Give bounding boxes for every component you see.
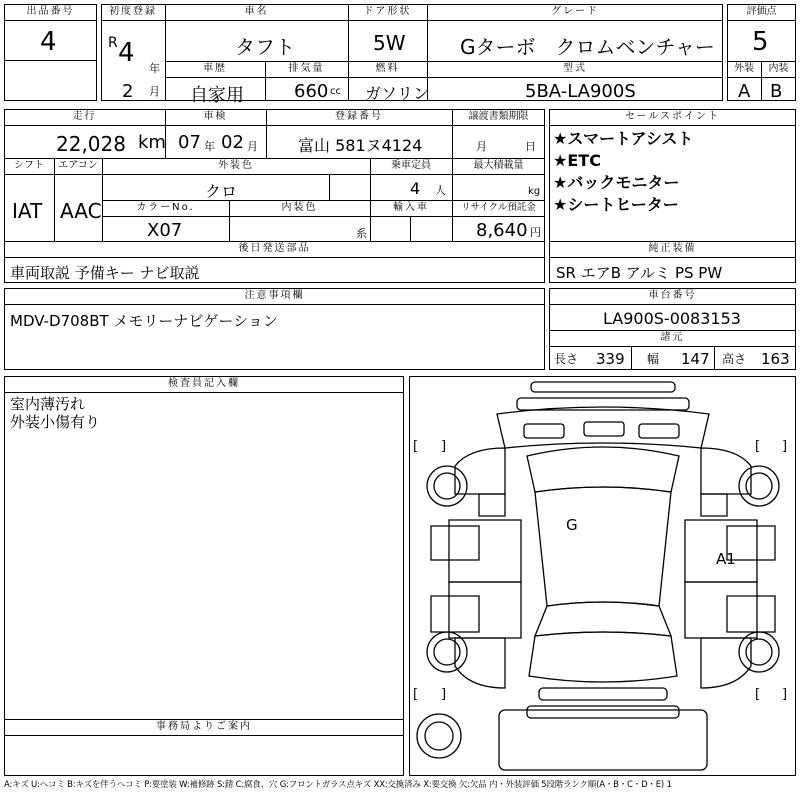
damage-mark-g: G	[566, 516, 578, 534]
reg-month: 2	[122, 81, 134, 102]
width: 147	[681, 350, 710, 368]
interior-score: B	[770, 81, 783, 102]
recycle-label: リサイクル預託金	[461, 202, 536, 213]
transfer-docs-label: 譲渡書類期限	[468, 111, 529, 122]
color-no: X07	[147, 220, 183, 241]
selling-point-4: ★シートヒーター	[553, 195, 679, 214]
model-label: 型式	[563, 63, 587, 74]
person-unit: 人	[435, 184, 446, 197]
insp-month-unit: 月	[247, 140, 258, 153]
fuel: ガソリン	[365, 84, 430, 103]
later-parts: 車両取説 予備キー ナビ取説	[10, 264, 200, 282]
docs-day-unit: 日	[525, 140, 536, 153]
score: 5	[752, 27, 769, 57]
exterior-score: A	[738, 81, 751, 102]
color-no-label: カラーNo.	[136, 202, 195, 213]
first-reg-label: 初度登録	[109, 6, 157, 17]
later-parts-label: 後日発送部品	[238, 243, 311, 254]
car-diagram	[409, 376, 796, 776]
chassis-no-label: 車台番号	[648, 290, 697, 301]
bracket-right-front-open: [	[755, 439, 761, 454]
inspection-label: 車検	[203, 111, 228, 122]
notes: MDV-D708BT メモリーナビゲーション	[10, 312, 278, 330]
office-label: 事務局よりご案内	[156, 721, 252, 732]
door-type: 5W	[373, 31, 406, 55]
bracket-left-front-open: [	[413, 439, 419, 454]
inspector-note-2: 外装小傷有り	[10, 413, 101, 431]
chassis-no: LA900S-0083153	[603, 309, 741, 328]
bracket-left-rear-open: [	[413, 687, 419, 702]
bracket-left-front-close: ]	[441, 439, 447, 454]
car-name: タフト	[235, 35, 295, 59]
score-label: 評価点	[746, 6, 777, 17]
max-load-label: 最大積載量	[473, 160, 524, 171]
shift-label: シフト	[14, 160, 44, 171]
history: 自家用	[190, 85, 244, 106]
docs-month-unit: 月	[476, 140, 487, 153]
reiwa-mark: R	[108, 35, 118, 51]
year-unit: 年	[149, 62, 160, 75]
aircon-label: エアコン	[58, 160, 98, 171]
exterior-label: 外装	[734, 63, 754, 74]
inspector-label: 検査員記入欄	[168, 378, 240, 389]
selling-point-3: ★バックモニター	[553, 173, 680, 192]
history-label: 車歴	[203, 63, 227, 74]
bracket-left-rear-close: ]	[441, 687, 447, 702]
reg-no-label: 登録番号	[335, 111, 383, 122]
mileage-label: 走行	[72, 111, 97, 122]
insp-month: 02	[221, 132, 244, 153]
month-unit: 月	[149, 85, 160, 98]
specs-label: 諸元	[660, 332, 685, 343]
reg-year: 4	[118, 38, 135, 68]
damage-mark-a1: A1	[716, 550, 736, 568]
selling-point-1: ★スマートアシスト	[553, 129, 694, 148]
bracket-right-rear-open: [	[755, 687, 761, 702]
recycle-fee: 8,640	[476, 220, 528, 241]
grade: Gターボ クロムベンチャー	[460, 35, 715, 59]
import-label: 輸入車	[393, 202, 429, 213]
bracket-right-front-close: ]	[782, 439, 788, 454]
model: 5BA-LA900S	[525, 81, 636, 102]
door-label: ドア形状	[363, 6, 412, 17]
reg-no: 富山 581ヌ4124	[298, 136, 423, 155]
displacement: 660	[294, 81, 329, 102]
shift: IAT	[12, 199, 43, 223]
aircon: AAC	[60, 199, 102, 223]
yen-unit: 円	[530, 226, 541, 239]
car-name-label: 車名	[244, 6, 269, 17]
capacity-label: 乗車定員	[391, 160, 431, 171]
genuine-equip: SR エアB アルミ PS PW	[556, 264, 723, 282]
length: 339	[596, 350, 625, 368]
kg-unit: kg	[528, 186, 541, 197]
interior-label: 内装	[768, 63, 789, 74]
ext-color-label: 外装色	[218, 160, 254, 171]
height: 163	[761, 350, 790, 368]
notes-label: 注意事項欄	[244, 290, 305, 301]
km-unit: km	[138, 132, 166, 153]
ext-color: クロ	[205, 182, 238, 201]
capacity: 4	[410, 179, 421, 198]
inspector-box	[4, 376, 404, 776]
insp-year: 07	[178, 132, 201, 153]
bracket-right-rear-close: ]	[782, 687, 788, 702]
width-label: 幅	[647, 352, 660, 366]
cc-unit: cc	[330, 86, 341, 97]
lot-number: 4	[40, 27, 57, 57]
int-color-label: 内装色	[281, 202, 318, 213]
lot-number-label: 出品番号	[26, 6, 75, 17]
mileage: 22,028	[56, 132, 126, 156]
genuine-equip-label: 純正装備	[648, 243, 697, 254]
fuel-label: 燃料	[375, 63, 400, 74]
kei-unit: 系	[356, 227, 367, 240]
legend: A:キズ U:ヘコミ B:キズを伴うヘコミ P:要塗装 W:補修跡 S:錆 C:腐食、穴 G:フロントガラス点キズ XX:交換済み X:要交換 欠:欠品 内・外装評価 5段階ランク順(A・B・C・D・E) 1	[4, 780, 672, 790]
length-label: 長さ	[554, 352, 579, 366]
selling-points-label: セールスポイント	[624, 111, 721, 122]
inspector-note-1: 室内薄汚れ	[10, 395, 86, 413]
grade-label: グレード	[551, 6, 599, 17]
selling-point-2: ★ETC	[553, 151, 601, 170]
insp-year-unit: 年	[204, 140, 215, 153]
displacement-label: 排気量	[288, 63, 325, 74]
height-label: 高さ	[722, 352, 747, 366]
